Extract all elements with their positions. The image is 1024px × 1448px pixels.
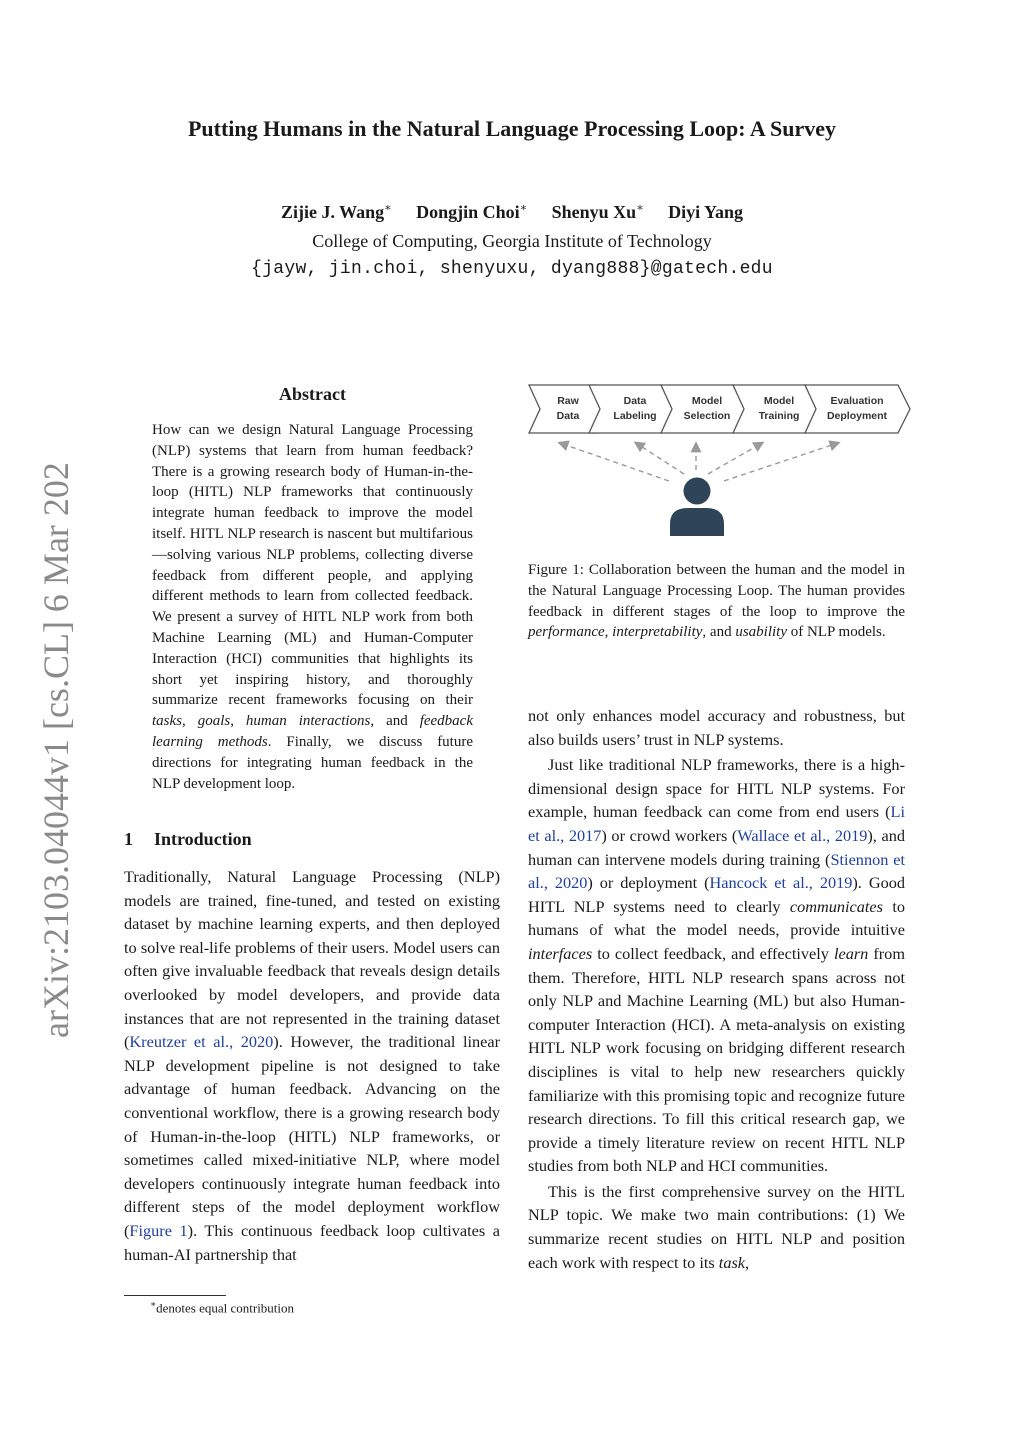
author: Shenyu Xu∗ <box>551 202 644 222</box>
figure-reference-link[interactable]: Figure 1 <box>129 1220 188 1240</box>
abstract-body: How can we design Natural Language Processing (NLP) systems that learn from human feedback? There is a growing research body of Human-in-the-loop (HITL) NLP frameworks that continuously integrate human feedback to improve the model itself. HITL NLP research is nascent but multifarious—solving various NLP problems, collecting diverse feedback from different people, and applying different methods to learn from collected feedback. We present a survey of HITL NLP work from both Machine Learning (ML) and Human-Computer Interaction (HCI) communities that highlights its short yet inspiring history, and thoroughly summarize recent frameworks focusing on their tasks, goals, human interactions, and feedback learning methods. Finally, we discuss future directions for integrating human feedback in the NLP development loop. <box>152 422 474 792</box>
footnote-rule <box>124 1295 226 1296</box>
arxiv-id-text: arXiv:2103.04044v1 [cs.CL] 6 Mar 2021 <box>36 460 76 1038</box>
stage-raw-data: Raw Data <box>528 384 608 434</box>
arxiv-identifier <box>20 460 80 1040</box>
stage-model-selection: Model Selection <box>660 384 746 434</box>
author: Zijie J. Wang∗ <box>280 202 392 222</box>
citation-link[interactable]: Stiennon et al., 2020 <box>528 849 906 893</box>
figure-1-diagram <box>524 378 914 548</box>
figure-1-caption: Figure 1: Collaboration between the human and the model in the Natural Language Processing Loop. The human provides feedback in different stages of the loop to improve the performance, interpretability, and usability of NLP models. <box>528 562 905 641</box>
author-list <box>0 201 1024 223</box>
right-column-text <box>528 704 905 1274</box>
section-heading-introduction: 1 Introduction <box>124 829 252 849</box>
citation-link[interactable]: Hancock et al., 2019 <box>709 873 853 893</box>
stage-model-training: Model Training <box>732 384 818 434</box>
abstract-heading: Abstract <box>279 384 346 404</box>
paragraph: Just like traditional NLP frameworks, there is a high-dimensional design space for HITL NLP systems. For example, human feedback can come from end users (Li et al., 2017) or crowd workers (Wallace et al., 2019), and human can intervene models during training (Stiennon et al., 2020) or deployment (Hancock et al., 2019). Good HITL NLP systems need to clearly communicates to humans of what the model needs, provide intuitive interfaces to collect feedback, and effectively learn from them. Therefore, HITL NLP research spans across not only NLP and Machine Learning (ML) but also Human-computer Interaction (HCI). A meta-analysis on existing HITL NLP work focusing on bridging different research disciplines is vital to help new researchers quickly familiarize with this promising topic and recognize future research directions. To fill this critical research gap, we provide a timely literature review on recent HITL NLP studies from both NLP and HCI communities. <box>528 755 906 1176</box>
stage-evaluation-deployment: Evaluation Deployment <box>804 384 912 434</box>
stage-data-labeling: Data Labeling <box>588 384 674 434</box>
citation-link[interactable]: Kreutzer et al., 2020 <box>129 1032 274 1052</box>
footnote: ∗denotes equal contribution <box>150 1299 295 1316</box>
author-emails: {jayw, jin.choi, shenyuxu, dyang888}@gatech.edu <box>251 259 773 279</box>
affiliation: College of Computing, Georgia Institute of Technology <box>312 231 712 251</box>
intro-paragraph: Traditionally, Natural Language Processing (NLP) models are trained, fine-tuned, and tested on existing dataset by machine learning experts, and then deployed to solve real-life problems of their users. Model users can often give invaluable feedback that reveals design details overlooked by model developers, and provide data instances that are not represented in the training dataset (Kreutzer et al., 2020). However, the traditional linear NLP development pipeline is not designed to take advantage of human feedback. Advancing on the conventional workflow, there is a growing research body of Human-in-the-loop (HITL) NLP frameworks, or sometimes called mixed-initiative NLP, where model developers continuously integrate human feedback into different steps of the model deployment workflow (Figure 1). This continuous feedback loop cultivates a human-AI partnership that <box>124 867 501 1264</box>
paragraph: This is the first comprehensive survey on the HITL NLP topic. We make two main contributions: (1) We summarize recent studies on HITL NLP and position each work with respect to its task, <box>528 1181 905 1272</box>
author: Dongjin Choi∗ <box>416 202 528 222</box>
citation-link[interactable]: Wallace et al., 2019 <box>737 825 868 845</box>
author: Diyi Yang <box>668 202 744 222</box>
human-user-icon <box>668 476 726 538</box>
citation-link[interactable]: Li et al., 2017 <box>528 802 905 845</box>
paragraph: not only enhances model accuracy and robustness, but also builds users’ trust in NLP systems. <box>528 706 905 749</box>
paper-title: Putting Humans in the Natural Language Processing Loop: A Survey <box>187 116 837 141</box>
